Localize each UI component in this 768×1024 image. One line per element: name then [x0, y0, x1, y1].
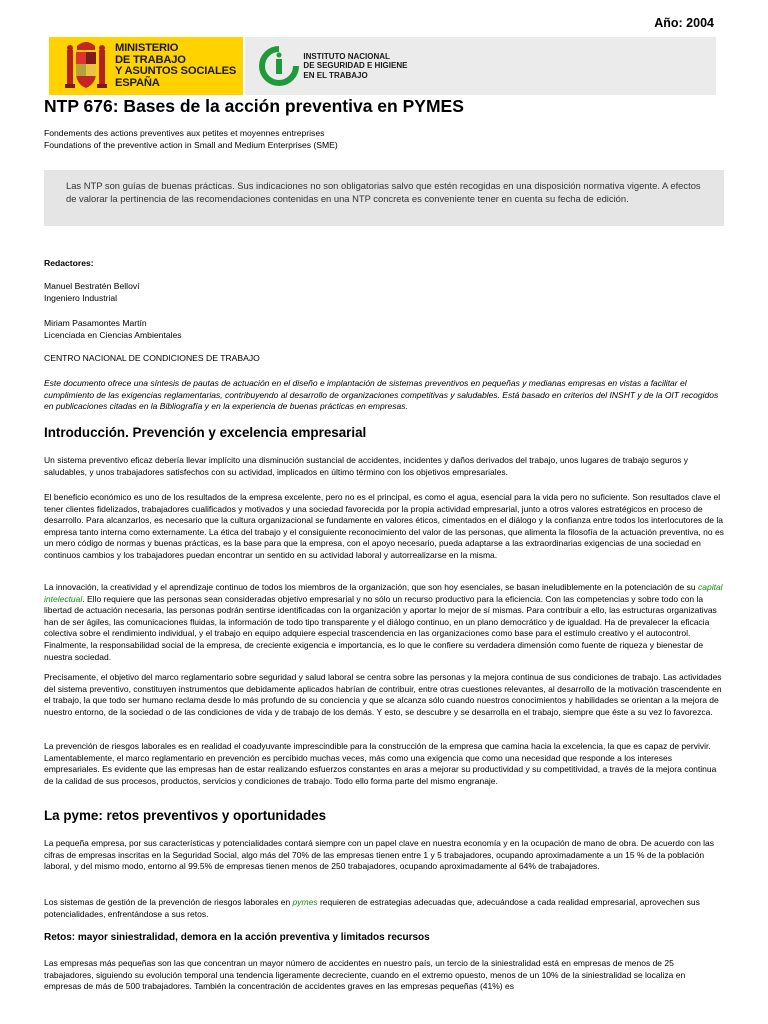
insht-name: INSTITUTO NACIONAL DE SEGURIDAD E HIGIENE EN EL TRABAJO: [303, 51, 408, 80]
author-1-role: Ingeniero Industrial: [44, 292, 118, 303]
insht-logo: [243, 37, 716, 95]
section-heading-intro: Introducción. Prevención y excelencia empresarial: [44, 425, 367, 440]
author-2-name: Miriam Pasamontes Martín: [44, 318, 147, 328]
pymes-link[interactable]: pymes: [292, 897, 318, 907]
author-2: [44, 318, 182, 341]
author-2-role: Licenciada en Ciencias Ambientales: [44, 329, 182, 340]
paragraph: Un sistema preventivo eficaz debería llevar implícito una disminución sustancial de accidentes, incidentes y daños derivados del trabajo, unos lugares de trabajo seguros y saludables, y unos trabajadores satisfechos con su actividad, implicados en último término con los objetivos empresariales.: [44, 455, 688, 477]
paragraph: El beneficio económico es uno de los resultados de la empresa excelente, pero no es el principal, es como el agua, esencial para la vida pero no suficiente. Son resultados clave el tener clientes fidelizados, trabajadores cualificados y motivados y una sociedad favorecida por la propia actividad empresarial, junto a otros valores estratégicos en proceso de desarrollo. Para alcanzarlos, es necesario que la cultura organizacional se fundamente en valores éticos, cimentados en el diálogo y la confianza entre todos los interlocutores de la empresa tanto interna como externamente. La ética del trabajo y el consiguiente reconocimiento del valor de las personas, que alimenta la filosofía de la actuación preventiva, no es un mero código de normas y buenas prácticas, es la base para que la empresa, con el apoyo necesario, pueda adaptarse a las extraordinarias exigencias de una sociedad en continuos cambios y los trabajadores puedan encontrar un sentido en su actividad laboral y autorrealizarse en la misma.: [44, 492, 724, 560]
paragraph: La pequeña empresa, por sus características y potencialidades contará siempre con un papel clave en nuestra economía y en la ocupación de mano de obra. De acuerdo con las cifras de empresas inscritas en la Seguridad Social, algo más del 70% de las empresas tienen entre 1 y 5 trabajadores, ocupando aproximadamente a un 15 % de la población laboral, y del mismo modo, entorno al 99.5% de empresas tienen menos de 250 trabajadores, ocupando aproximadamente al 64% de trabajadores.: [44, 838, 715, 872]
paragraph: Los sistemas de gestión de la prevención de riesgos laborales en pymes requieren de estrategias adecuadas que, adecuándose a cada realidad empresarial, aprovechen sus potencialidades, enfrentándose a sus retos.: [44, 897, 700, 919]
subsection-heading-retos: Retos: mayor siniestralidad, demora en la acción preventiva y limitados recursos: [44, 932, 430, 943]
capital-intelectual-link[interactable]: capital intelectual: [44, 582, 723, 604]
section-heading-pyme: La pyme: retos preventivos y oportunidades: [44, 808, 327, 823]
paragraph: Precisamente, el objetivo del marco reglamentario sobre seguridad y salud laboral se centra sobre las personas y la mejora continua de sus condiciones de trabajo. Las actividades del sistema preventivo, constituyen instrumentos que debidamente aplicados habrían de contribuir, entre otras cuestiones relevantes, al desarrollo de la motivación trascendente en el trabajo, la que todo ser humano reclama desde lo más profundo de su conciencia y que se alcanza sólo cuando nuestros conocimientos y habilidades se orientan a la mejora de nuestro entorno, de la sociedad o de las condiciones de vida y de trabajo de los demás. Y esto, se descubre y se desarrolla en el trabajo, siempre que éste a su vez lo favorezca.: [44, 672, 722, 717]
ministry-logo: [49, 37, 243, 95]
abstract: Este documento ofrece una síntesis de pautas de actuación en el diseño e implantación de sistemas preventivos en pequeñas y medianas empresas en vistas a facilitar el cumplimiento de las exigencias reglamentarias, contribuyendo al desarrollo de organizaciones competitivas y saludables. Está basado en criterios del INSHT y de la OIT recogidos en publicaciones citadas en la Bibliografía y en la experiencia de buenas prácticas en empresas.: [44, 378, 719, 412]
disclaimer-note: Las NTP son guías de buenas prácticas. Sus indicaciones no son obligatorias salvo que estén recogidas en una disposición normativa vigente. A efectos de valorar la pertinencia de las recomendaciones contenidas en una NTP concreta es conveniente tener en cuenta su fecha de edición.: [44, 170, 724, 226]
ministry-name: MINISTERIO DE TRABAJO Y ASUNTOS SOCIALES ESPAÑA: [115, 42, 237, 89]
author-1-name: Manuel Bestratén Belloví: [44, 281, 140, 291]
author-1: [44, 281, 140, 304]
insht-emblem-icon: [259, 46, 299, 86]
subtitle-french: Fondements des actions preventives aux petites et moyennes entreprises: [44, 128, 325, 138]
paragraph: La prevención de riesgos laborales es en realidad el coadyuvante imprescindible para la construcción de la empresa que camina hacia la excelencia, la que es capaz de pervivir. Lamentablemente, el marco reglamentario en prevención es percibido muchas veces, más como una exigencia que como una necesidad que responde a los intereses empresariales. Es evidente que las empresas han de estar realizando esfuerzos constantes en aras a mejorar su productividad y su competitividad, a través de la mejora continua de la calidad de sus procesos, productos, servicios y condiciones de trabajo. Todo ello forma parte del mismo engranaje.: [44, 741, 717, 786]
paragraph: Las empresas más pequeñas son las que concentran un mayor número de accidentes en nuestro país, un tercio de la siniestralidad está en empresas de menos de 25 trabajadores, siguiendo su evolución temporal una tendencia ligeramente decreciente, cuando en el extremo opuesto, menos de un 10% de la siniestralidad se localiza en empresas de más de 500 trabajadores. También la concentración de accidentes graves en las empresas pequeñas (41%) es: [44, 958, 686, 992]
alternate-titles: [44, 128, 338, 151]
document-year: Año: 2004: [654, 16, 714, 30]
document-title: NTP 676: Bases de la acción preventiva en PYMES: [44, 96, 464, 116]
center-name: CENTRO NACIONAL DE CONDICIONES DE TRABAJO: [44, 353, 260, 363]
paragraph: La innovación, la creatividad y el aprendizaje continuo de todos los miembros de la organización, que son hoy esenciales, se basan ineludiblemente en la potenciación de su capital intelectual. Ello requiere que las personas sean consideradas objetivo empresarial y no sólo un recurso productivo para la eficiencia. Con las competencias y sobre todo con la libertad de actuación necesaria, las personas podrán sentirse identificadas con la organización y aportar lo mejor de sí mismas. Para contribuir a ello, las estructuras organizativas han de ser ágiles, las comunicaciones fluidas, la información de todo tipo transparente y el diálogo continuo, en un plano democrático y de igualdad. Ha de prevalecer la eficacia colectiva sobre el rendimiento individual, y el trabajo en equipo adquiere especial trascendencia en las organizaciones como base para el estímulo creativo y el autocontrol. Finalmente, la responsabilidad social de la empresa, de creciente exigencia e importancia, es lo que le confiere su verdadera dimensión como fuente de riqueza y bienestar de nuestra sociedad.: [44, 582, 723, 662]
authors-label: Redactores:: [44, 258, 94, 268]
subtitle-english: Foundations of the preventive action in Small and Medium Enterprises (SME): [44, 139, 338, 150]
header-logos: [49, 37, 716, 95]
coat-of-arms-icon: [63, 40, 109, 92]
